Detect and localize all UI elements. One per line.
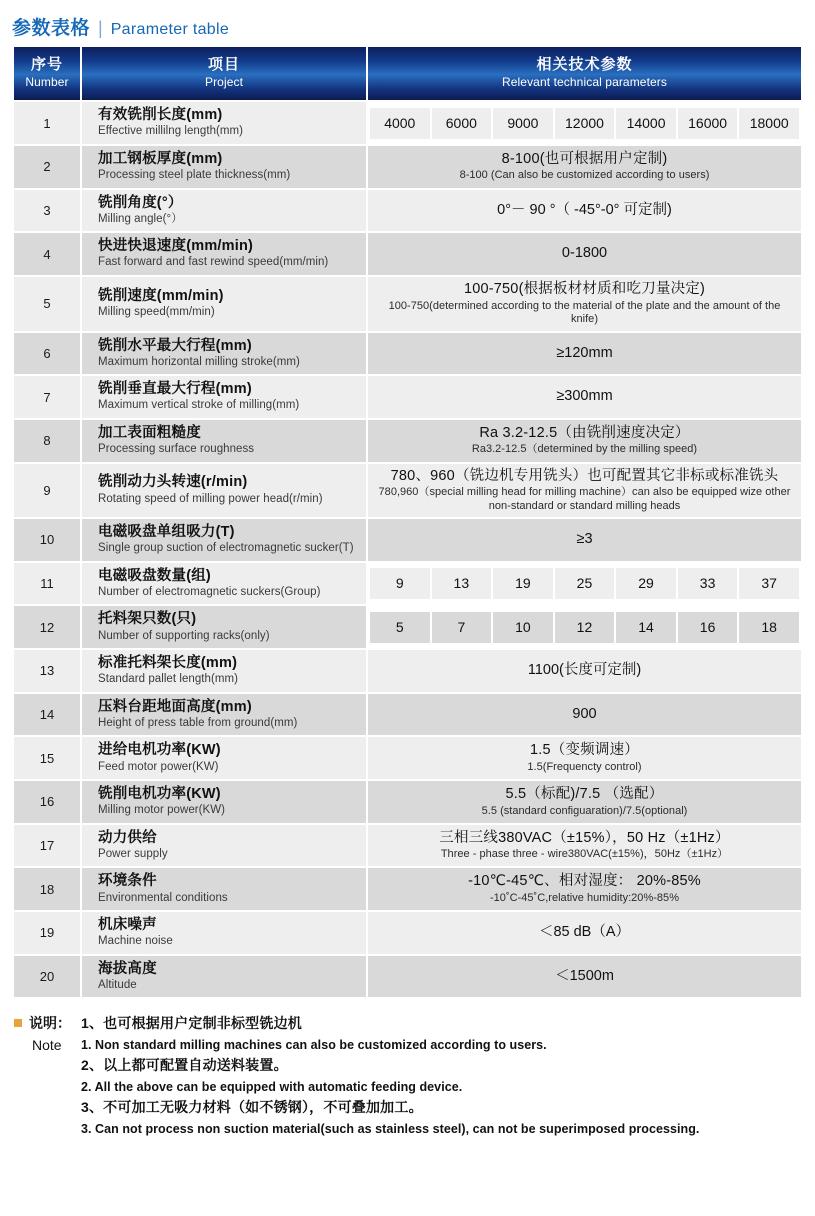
value-split-cell: 29 — [616, 568, 676, 599]
note-label-cn: 说明： — [29, 1015, 71, 1032]
row-number-cell: 7 — [14, 376, 80, 418]
row-value-cell — [368, 737, 801, 779]
row-value-cn: -10℃-45℃、相对湿度： 20%-85% — [468, 873, 701, 890]
row-value-cn: 900 — [572, 705, 597, 722]
row-number-cell: 15 — [14, 737, 80, 779]
row-value-en: 1.5(Frequencty control) — [527, 760, 642, 773]
row-value-cn: 三相三线380VAC（±15%），50 Hz（±1Hz） — [439, 829, 730, 846]
page-title-en: Parameter table — [110, 21, 230, 38]
table-row — [14, 146, 801, 188]
row-value-en: -10˚C-45˚C,relative humidity:20%-85% — [489, 891, 679, 904]
value-split-cell: 9000 — [493, 108, 553, 139]
row-value-cell — [368, 519, 801, 561]
row-number-cell: 5 — [14, 277, 80, 331]
row-value-cn: 8-100(也可根据用户定制) — [501, 150, 668, 167]
row-project-cell — [82, 781, 366, 823]
row-number-cell: 14 — [14, 694, 80, 736]
row-project-en: Power supply — [98, 847, 168, 860]
page-title — [0, 0, 815, 39]
row-project-cn: 海拔高度 — [98, 960, 157, 977]
row-value-cn: ≥3 — [576, 531, 593, 548]
row-number-cell: 9 — [14, 464, 80, 518]
value-split-cell: 18 — [739, 612, 799, 643]
row-value-cell — [368, 781, 801, 823]
row-number-cell: 19 — [14, 912, 80, 954]
table-row — [14, 420, 801, 462]
row-project-cn: 快进快退速度(mm/min) — [98, 238, 254, 255]
row-number-cell: 4 — [14, 233, 80, 275]
note-label-en: Note — [32, 1037, 62, 1054]
table-row — [14, 190, 801, 232]
parameter-table — [12, 45, 803, 999]
value-split-cell: 6000 — [432, 108, 492, 139]
row-project-cell — [82, 146, 366, 188]
row-value-cn: 0-1800 — [561, 245, 608, 262]
row-project-cn: 铣削动力头转速(r/min) — [98, 474, 248, 491]
row-project-cell — [82, 825, 366, 867]
row-value-cn: 1100(长度可定制) — [527, 662, 642, 679]
row-project-en: Rotating speed of milling power head(r/min) — [98, 492, 323, 505]
header-number-en: Number — [25, 74, 69, 89]
row-value-cell — [368, 190, 801, 232]
row-project-cn: 进给电机功率(KW) — [98, 742, 221, 759]
value-split-cell: 14000 — [616, 108, 676, 139]
row-value-en: Ra3.2-12.5（determined by the milling speed) — [471, 443, 698, 456]
row-value-cell — [368, 606, 801, 648]
row-value-cell — [368, 956, 801, 998]
row-value-cell — [368, 102, 801, 144]
row-number-cell: 10 — [14, 519, 80, 561]
row-value-cell — [368, 464, 801, 518]
row-value-cn: Ra 3.2-12.5（由铣削速度决定） — [479, 424, 690, 441]
title-separator: | — [98, 18, 103, 38]
note-item-2 — [81, 1055, 815, 1097]
header-project-en: Project — [204, 74, 244, 89]
row-number-cell: 18 — [14, 868, 80, 910]
header-parameters-cn: 相关技术参数 — [536, 56, 633, 73]
note-label-column — [29, 1013, 81, 1053]
value-split-cell: 12000 — [555, 108, 615, 139]
table-header — [14, 47, 801, 100]
table-row — [14, 333, 801, 375]
row-project-cn: 标准托料架长度(mm) — [98, 655, 238, 672]
row-project-cn: 托料架只数(只) — [98, 611, 197, 628]
note-item-3-cn: 3、不可加工无吸力材料（如不锈钢），不可叠加加工。 — [81, 1098, 423, 1115]
row-number-cell: 8 — [14, 420, 80, 462]
note-item-1 — [81, 1013, 815, 1055]
note-item-3-en: 3. Can not process non suction material(such as stainless steel), can not be superimposed processing. — [81, 1121, 700, 1136]
value-split-group — [368, 568, 801, 599]
header-number-cn: 序号 — [30, 56, 63, 73]
row-project-cell — [82, 233, 366, 275]
row-value-cell — [368, 650, 801, 692]
table-body — [14, 102, 801, 997]
row-project-cell — [82, 694, 366, 736]
row-value-cell — [368, 233, 801, 275]
table-row — [14, 650, 801, 692]
row-project-cell — [82, 737, 366, 779]
header-row — [14, 47, 801, 100]
row-value-cell — [368, 333, 801, 375]
row-number-cell: 6 — [14, 333, 80, 375]
table-row — [14, 737, 801, 779]
table-row — [14, 606, 801, 648]
row-value-cell — [368, 146, 801, 188]
row-value-cn: ＜1500m — [555, 967, 614, 984]
value-split-cell: 25 — [555, 568, 615, 599]
note-first-block — [14, 1013, 815, 1055]
row-number-cell: 13 — [14, 650, 80, 692]
row-project-cn: 有效铣削长度(mm) — [98, 107, 223, 124]
row-project-en: Fast forward and fast rewind speed(mm/min) — [98, 256, 329, 269]
row-value-cn: ＜85 dB（A） — [538, 924, 631, 941]
row-project-cn: 铣削垂直最大行程(mm) — [98, 381, 252, 398]
row-project-cn: 铣削电机功率(KW) — [98, 786, 221, 803]
table-row — [14, 563, 801, 605]
row-value-cn: ≥300mm — [556, 388, 613, 405]
value-split-cell: 37 — [739, 568, 799, 599]
row-project-en: Feed motor power(KW) — [98, 760, 219, 773]
row-project-en: Maximum horizontal milling stroke(mm) — [98, 355, 300, 368]
value-split-cell: 19 — [493, 568, 553, 599]
row-value-en: 780,960（special milling head for milling machine）can also be equipped wize other non-standard or standard milling heads — [378, 486, 791, 512]
row-number-cell: 11 — [14, 563, 80, 605]
row-value-cn: 1.5（变频调速） — [530, 742, 639, 759]
row-project-en: Altitude — [98, 978, 137, 991]
row-value-cn: 5.5（标配)/7.5 （选配） — [505, 785, 664, 802]
row-number-cell: 12 — [14, 606, 80, 648]
row-number-cell: 17 — [14, 825, 80, 867]
value-split-cell: 18000 — [739, 108, 799, 139]
value-split-cell: 33 — [678, 568, 738, 599]
header-parameters-en: Relevant technical parameters — [502, 74, 667, 89]
row-project-en: Maximum vertical stroke of milling(mm) — [98, 399, 300, 412]
note-item-2-cn: 2、以上都可配置自动送料装置。 — [81, 1057, 288, 1074]
table-row — [14, 102, 801, 144]
row-number-cell: 2 — [14, 146, 80, 188]
row-project-cell — [82, 912, 366, 954]
row-project-en: Milling speed(mm/min) — [98, 306, 215, 319]
row-project-cn: 铣削速度(mm/min) — [98, 287, 224, 304]
value-split-cell: 16000 — [678, 108, 738, 139]
header-cell-project — [82, 47, 366, 100]
row-value-en: 5.5 (standard configuaration)/7.5(optional) — [481, 804, 688, 817]
row-value-cell — [368, 420, 801, 462]
value-split-cell: 5 — [370, 612, 430, 643]
value-split-group — [368, 108, 801, 139]
note-item-2-en: 2. All the above can be equipped with automatic feeding device. — [81, 1079, 463, 1094]
table-row — [14, 376, 801, 418]
value-split-cell: 12 — [555, 612, 615, 643]
row-project-cell — [82, 333, 366, 375]
row-project-cn: 铣削水平最大行程(mm) — [98, 337, 252, 354]
row-project-cn: 电磁吸盘单组吸力(T) — [98, 524, 235, 541]
row-project-en: Milling motor power(KW) — [98, 804, 226, 817]
header-project-cn: 项目 — [207, 56, 240, 73]
value-split-cell: 14 — [616, 612, 676, 643]
note-item-1-en: 1. Non standard milling machines can also be customized according to users. — [81, 1038, 547, 1053]
value-split-cell: 7 — [432, 612, 492, 643]
row-project-en: Single group suction of electromagnetic sucker(T) — [98, 542, 354, 555]
table-row — [14, 825, 801, 867]
row-value-cell — [368, 825, 801, 867]
notes-section — [14, 1013, 815, 1138]
row-value-cn: 780、960（铣边机专用铣头）也可配置其它非标或标准铣头 — [390, 467, 779, 484]
row-project-en: Number of electromagnetic suckers(Group) — [98, 585, 321, 598]
row-value-cell — [368, 277, 801, 331]
row-number-cell: 16 — [14, 781, 80, 823]
page-title-cn: 参数表格 — [12, 18, 91, 39]
row-project-en: Machine noise — [98, 935, 173, 948]
row-value-en: 8-100 (Can also be customized according to users) — [459, 169, 710, 182]
row-project-cn: 环境条件 — [98, 873, 157, 890]
row-value-cn: 100-750(根据板材材质和吃刀量决定) — [463, 281, 706, 298]
row-project-cell — [82, 277, 366, 331]
note-item-1-cn: 1、也可根据用户定制非标型铣边机 — [81, 1015, 302, 1032]
value-split-cell: 13 — [432, 568, 492, 599]
notes-remaining — [81, 1055, 815, 1138]
row-project-cell — [82, 650, 366, 692]
row-project-en: Effective millilng length(mm) — [98, 125, 244, 138]
row-project-cn: 铣削角度(°） — [98, 194, 183, 211]
row-project-cn: 加工钢板厚度(mm) — [98, 151, 223, 168]
row-project-en: Standard pallet length(mm) — [98, 673, 239, 686]
row-project-cell — [82, 420, 366, 462]
table-row — [14, 781, 801, 823]
row-project-cell — [82, 376, 366, 418]
note-item-3 — [81, 1097, 815, 1139]
row-number-cell: 1 — [14, 102, 80, 144]
row-project-en: Height of press table from ground(mm) — [98, 716, 298, 729]
row-project-cell — [82, 102, 366, 144]
table-row — [14, 464, 801, 518]
row-value-en: Three - phase three - wire380VAC(±15%)，50Hz（±1Hz） — [440, 848, 729, 861]
row-project-cn: 动力供给 — [98, 829, 157, 846]
header-cell-number — [14, 47, 80, 100]
row-project-cell — [82, 563, 366, 605]
value-split-cell: 16 — [678, 612, 738, 643]
row-number-cell: 3 — [14, 190, 80, 232]
row-project-en: Number of supporting racks(only) — [98, 629, 270, 642]
table-row — [14, 694, 801, 736]
table-row — [14, 233, 801, 275]
table-row — [14, 277, 801, 331]
row-project-en: Environmental conditions — [98, 891, 228, 904]
table-row — [14, 519, 801, 561]
row-project-cell — [82, 519, 366, 561]
row-value-cell — [368, 694, 801, 736]
row-project-en: Milling angle(°） — [98, 212, 183, 225]
row-project-cell — [82, 868, 366, 910]
row-project-cn: 压料台距地面高度(mm) — [98, 698, 252, 715]
row-number-cell: 20 — [14, 956, 80, 998]
header-cell-parameters — [368, 47, 801, 100]
square-bullet-icon — [14, 1019, 22, 1027]
row-project-en: Processing steel plate thickness(mm) — [98, 169, 291, 182]
row-value-cell — [368, 912, 801, 954]
row-project-cell — [82, 190, 366, 232]
row-value-cell — [368, 868, 801, 910]
row-project-en: Processing surface roughness — [98, 442, 255, 455]
row-value-cn: 0°－ 90 °（ -45°-0° 可定制) — [497, 201, 672, 218]
row-value-cell — [368, 563, 801, 605]
row-value-cn: ≥120mm — [556, 344, 613, 361]
row-project-cn: 电磁吸盘数量(组) — [98, 567, 211, 584]
row-project-cell — [82, 464, 366, 518]
row-value-en: 100-750(determined according to the material of the plate and the amount of the knife) — [388, 299, 781, 326]
row-value-cell — [368, 376, 801, 418]
table-row — [14, 868, 801, 910]
table-row — [14, 912, 801, 954]
row-project-cn: 机床噪声 — [98, 917, 157, 934]
value-split-group — [368, 612, 801, 643]
value-split-cell: 10 — [493, 612, 553, 643]
row-project-cn: 加工表面粗糙度 — [98, 424, 201, 441]
row-project-cell — [82, 956, 366, 998]
value-split-cell: 9 — [370, 568, 430, 599]
value-split-cell: 4000 — [370, 108, 430, 139]
row-project-cell — [82, 606, 366, 648]
table-row — [14, 956, 801, 998]
